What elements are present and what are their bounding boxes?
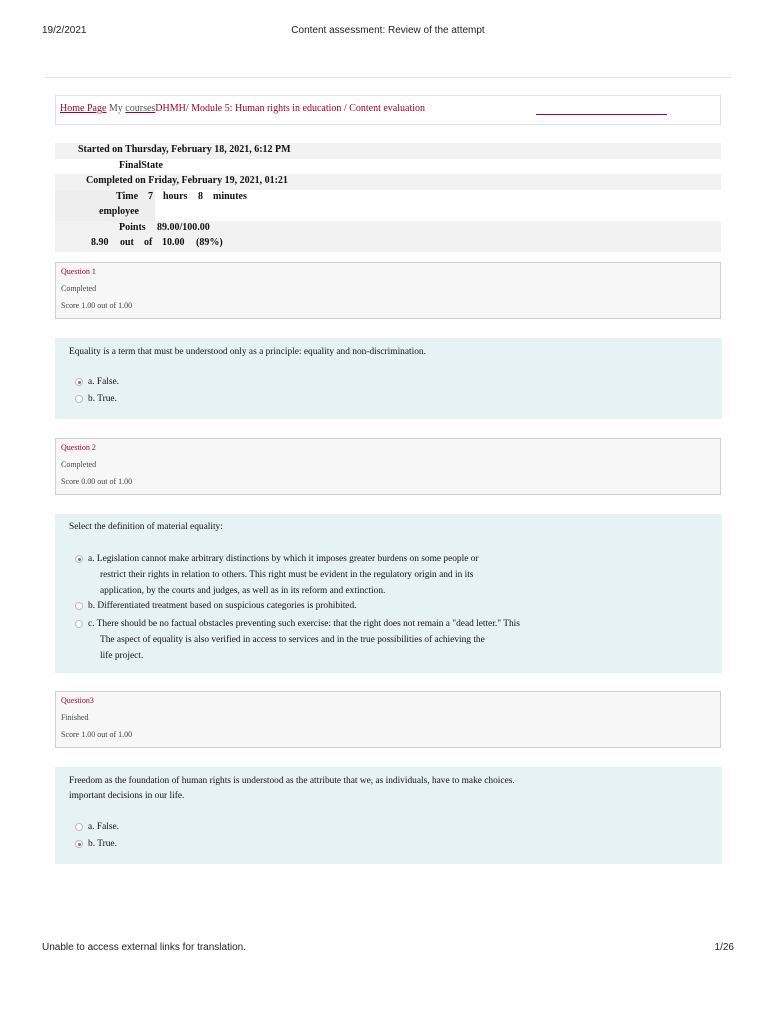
answer-label: b. Differentiated treatment based on suspicious categories is prohibited. <box>88 601 357 611</box>
summary-row-employee <box>55 205 721 221</box>
summary-grade-out: out <box>120 237 134 248</box>
breadcrumb <box>55 95 721 125</box>
radio-unselected[interactable] <box>75 823 83 831</box>
breadcrumb-underline <box>536 114 667 115</box>
question-content <box>55 514 722 673</box>
summary-row-points <box>55 221 721 237</box>
radio-selected[interactable] <box>75 378 83 386</box>
breadcrumb-separator: / <box>343 103 347 114</box>
summary-points-label: Points <box>119 221 146 233</box>
question-info <box>55 691 721 748</box>
summary-row-started <box>55 143 721 159</box>
answer-line: a. Legislation cannot make arbitrary distinctions by which it imposes greater burdens on some people or <box>88 554 479 564</box>
radio-selected[interactable] <box>75 840 83 848</box>
summary-row-state <box>55 159 721 175</box>
summary-state: FinalState <box>119 159 163 171</box>
print-header <box>42 25 734 39</box>
summary-label-column <box>55 190 155 206</box>
answer-label: a. False. <box>88 822 119 832</box>
summary-grade-of: of <box>144 237 153 248</box>
breadcrumb-module-link[interactable]: Module 5: Human rights in education <box>191 103 342 114</box>
question-number: Question3 <box>61 696 94 705</box>
print-date: 19/2/2021 <box>42 25 87 36</box>
question-text: Freedom as the foundation of human rights is understood as the attribute that we, as individuals, have to make choices. <box>69 776 515 786</box>
summary-row-time <box>55 190 721 206</box>
answer-label <box>88 551 479 599</box>
question-state: Finished <box>61 713 89 722</box>
question-info <box>55 262 721 319</box>
question-content <box>55 338 722 419</box>
print-footer <box>42 942 734 956</box>
summary-time-hours-value: 7 <box>148 190 153 202</box>
breadcrumb-evaluation-link[interactable]: Content evaluation <box>349 103 426 114</box>
breadcrumb-separator: / <box>185 103 189 114</box>
answer-label: b. True. <box>88 394 117 404</box>
radio-unselected[interactable] <box>75 395 83 403</box>
answer-line: c. There should be no factual obstacles preventing such exercise: that the right does not remain a "dead letter." This <box>88 619 520 629</box>
radio-selected[interactable] <box>75 555 83 563</box>
summary-started: Started on Thursday, February 18, 2021, 6:12 PM <box>78 144 291 155</box>
radio-unselected[interactable] <box>75 602 83 610</box>
answer-label <box>88 616 520 664</box>
summary-points-value: 89.00/100.00 <box>157 221 210 233</box>
answer-line: application, by the courts and judges, as well as in its reform and extinction. <box>100 586 386 596</box>
answer-label: a. False. <box>88 377 119 387</box>
breadcrumb-course-link[interactable]: DHMH <box>155 103 186 114</box>
question-score: Score 1.00 out of 1.00 <box>61 730 133 739</box>
question-score: Score 0.00 out of 1.00 <box>61 477 133 486</box>
summary-time-label: Time <box>116 190 139 202</box>
question-score: Score 1.00 out of 1.00 <box>61 301 133 310</box>
summary-grade-percent: (89%) <box>196 237 223 248</box>
answer-line: life project. <box>100 651 144 661</box>
attempt-summary <box>55 143 721 252</box>
summary-employee: employee <box>99 206 139 217</box>
question-text: Select the definition of material equality: <box>69 522 223 532</box>
summary-row-grade <box>55 236 721 252</box>
breadcrumb-home-link[interactable]: Home Page <box>60 103 107 114</box>
breadcrumb-my: My <box>108 103 123 114</box>
question-content <box>55 767 722 864</box>
summary-grade-total: 10.00 <box>162 237 185 248</box>
question-state: Completed <box>61 460 97 469</box>
summary-time-minutes-value: 8 <box>198 190 203 202</box>
summary-grade-value: 8.90 <box>91 237 109 248</box>
summary-row-completed <box>55 174 721 190</box>
print-title: Content assessment: Review of the attempt <box>291 25 485 36</box>
breadcrumb-courses-link[interactable]: courses <box>125 103 156 114</box>
summary-completed: Completed on Friday, February 19, 2021, 01:21 <box>86 175 288 186</box>
header-divider <box>44 77 732 78</box>
question-number: Question 2 <box>61 443 96 452</box>
footer-note: Unable to access external links for translation. <box>42 942 246 953</box>
summary-time-minutes: minutes <box>213 190 247 202</box>
page-number: 1/26 <box>714 942 734 953</box>
answer-label: b. True. <box>88 839 117 849</box>
summary-time-hours: hours <box>163 190 188 202</box>
question-info <box>55 438 721 495</box>
answer-line: restrict their rights in relation to others. This right must be evident in the regulatory origin and in its <box>100 570 474 580</box>
question-state: Completed <box>61 284 97 293</box>
answer-line: The aspect of equality is also verified in access to services and in the true possibilities of achieving the <box>100 635 485 645</box>
radio-unselected[interactable] <box>75 620 83 628</box>
question-text: Equality is a term that must be understood only as a principle: equality and non-discrimination. <box>69 347 426 357</box>
question-number: Question 1 <box>61 267 96 276</box>
question-text-continued: important decisions in our life. <box>69 791 185 801</box>
